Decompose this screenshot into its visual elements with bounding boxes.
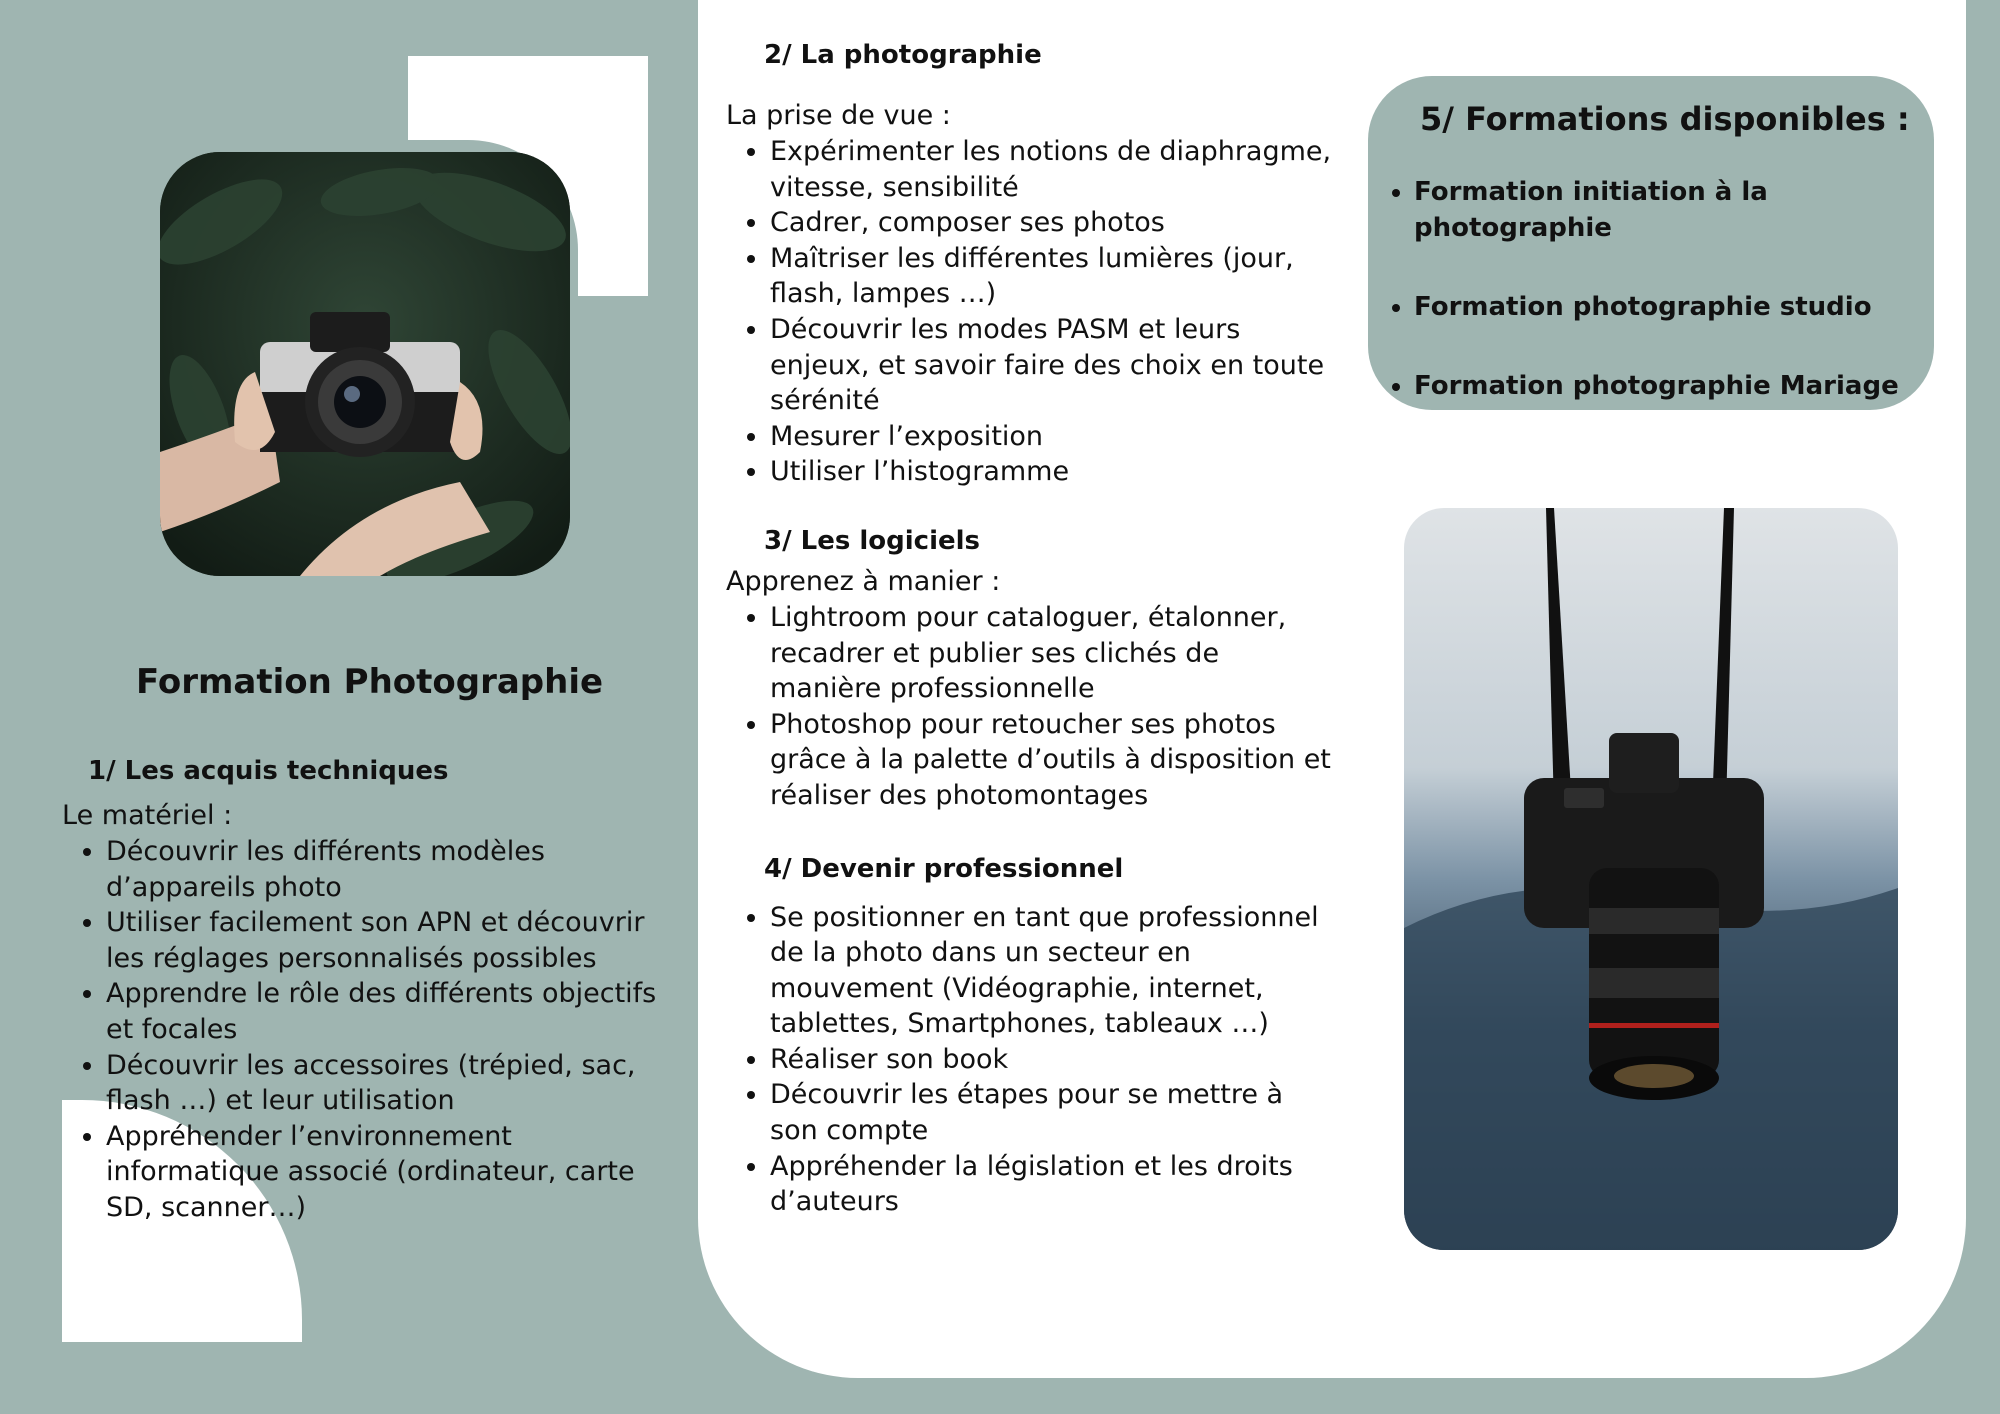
hanging-camera-photo xyxy=(1404,508,1898,1250)
list-item: • Utiliser facilement son APN et découvrir les réglages personnalisés possibles xyxy=(106,905,672,976)
formations-list xyxy=(1390,174,1934,447)
list-item: • Appréhender l’environnement informatique associé (ordinateur, carte SD, scanner…) xyxy=(106,1119,672,1226)
camera-hands-photo xyxy=(160,152,570,576)
list-item: • Découvrir les différents modèles d’appareils photo xyxy=(106,834,672,905)
section-acquis-techniques xyxy=(62,756,672,1226)
bullet-list xyxy=(62,834,672,1226)
section-heading: 4/ Devenir professionnel xyxy=(764,853,1124,884)
list-item: • Maîtriser les différentes lumières (jour, flash, lampes …) xyxy=(770,241,1336,312)
formations-box xyxy=(1368,76,1934,410)
section-intro: Apprenez à manier : xyxy=(726,565,1001,597)
list-item: • Se positionner en tant que professionnel de la photo dans un secteur en mouvement (Vidéographie, internet, tablettes, Smartphones, tableaux …) xyxy=(770,900,1336,1042)
list-item: • Cadrer, composer ses photos xyxy=(770,205,1336,241)
list-item: • Découvrir les étapes pour se mettre à son compte xyxy=(770,1077,1336,1148)
list-item: • Formation photographie Mariage xyxy=(1414,368,1934,404)
list-item: • Utiliser l’histogramme xyxy=(770,454,1336,490)
bullet-list xyxy=(726,134,1336,490)
middle-column xyxy=(726,40,1336,1220)
bullet-list xyxy=(726,600,1336,814)
list-item: • Réaliser son book xyxy=(770,1042,1336,1078)
list-item: • Formation photographie studio xyxy=(1414,289,1934,325)
bullet-list xyxy=(726,900,1336,1220)
list-item: • Photoshop pour retoucher ses photos grâce à la palette d’outils à disposition et réaliser des photomontages xyxy=(770,707,1336,814)
list-item: • Découvrir les modes PASM et leurs enjeux, et savoir faire des choix en toute sérénité xyxy=(770,312,1336,419)
list-item: • Lightroom pour cataloguer, étalonner, recadrer et publier ses clichés de manière professionnelle xyxy=(770,600,1336,707)
section-heading: 3/ Les logiciels xyxy=(764,525,981,556)
section-intro: Le matériel : xyxy=(62,800,233,831)
section-heading: 2/ La photographie xyxy=(764,40,1042,70)
section-intro: La prise de vue : xyxy=(726,100,951,131)
page-title: Formation Photographie xyxy=(136,662,604,702)
list-item: • Appréhender la législation et les droits d’auteurs xyxy=(770,1149,1336,1220)
list-item: • Découvrir les accessoires (trépied, sac, flash …) et leur utilisation xyxy=(106,1048,672,1119)
list-item: • Mesurer l’exposition xyxy=(770,419,1336,455)
list-item: • Apprendre le rôle des différents objectifs et focales xyxy=(106,976,672,1047)
section-heading: 1/ Les acquis techniques xyxy=(88,756,449,786)
list-item: • Expérimenter les notions de diaphragme, vitesse, sensibilité xyxy=(770,134,1336,205)
list-item: • Formation initiation à la photographie xyxy=(1414,174,1934,246)
section-heading: 5/ Formations disponibles : xyxy=(1420,100,1910,138)
